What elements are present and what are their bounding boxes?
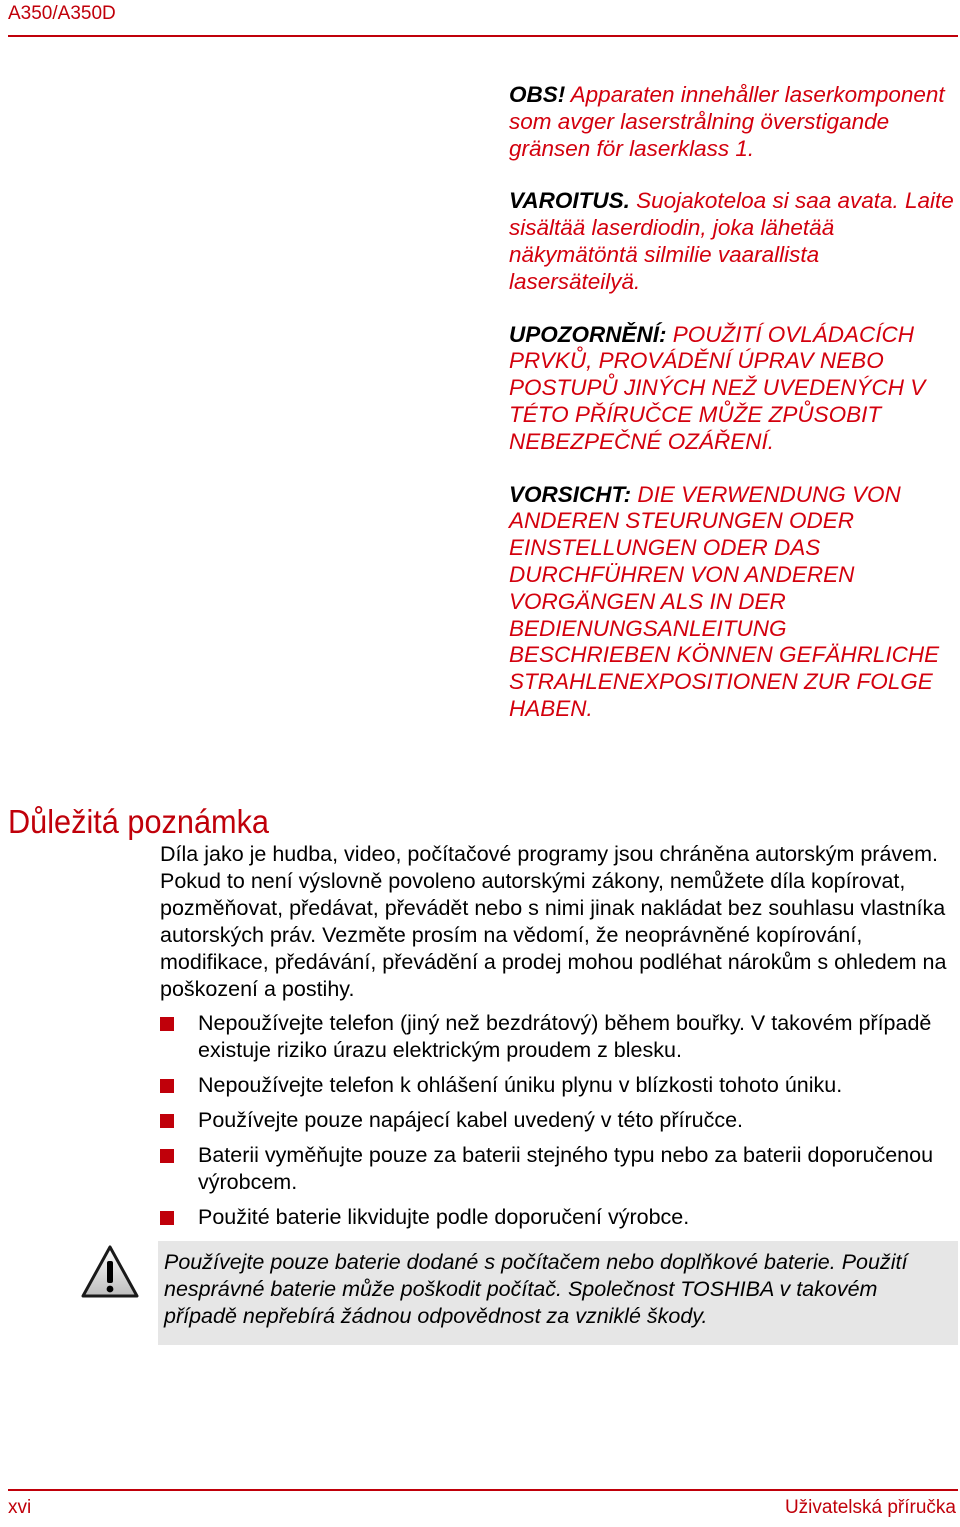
list-item: [160, 1072, 955, 1099]
list-item-text: Použité baterie likvidujte podle doporučení výrobce.: [198, 1205, 690, 1229]
copyright-paragraph: Díla jako je hudba, video, počítačové programy jsou chráněna autorským právem. Pokud to není výslovně povoleno autorskými zákony, nemůžete díla kopírovat, pozměňovat, předávat, převádět nebo s nimi jinak nakládat bez souhlasu vlastníka autorských práv. Vezměte prosím na vědomí, že neoprávněné kopírování, modifikace, předávání, převádění a prodej mohou podléhat nárokům s ohledem na poškození a postihy.: [160, 842, 947, 1001]
laser-note-german: [509, 482, 954, 723]
manual-title: Uživatelská příručka: [784, 1497, 956, 1518]
safety-bullet-list: [160, 1010, 955, 1239]
note-text: Apparaten innehåller laserkomponent som avger laserstrålning överstigande gränsen för laserklass 1.: [509, 82, 945, 161]
laser-note-czech: [509, 322, 954, 456]
note-label: OBS!: [509, 82, 566, 107]
list-item: [160, 1142, 955, 1196]
header-divider: [8, 35, 958, 37]
note-label: UPOZORNĚNÍ:: [509, 321, 667, 347]
bullet-square-icon: [160, 1149, 174, 1163]
list-item: [160, 1204, 955, 1231]
bullet-square-icon: [160, 1211, 174, 1225]
caution-text: Používejte pouze baterie dodané s počítačem nebo doplňkové baterie. Použití nesprávné baterie může poškodit počítač. Společnost TOSHIBA v takovém případě nepřebírá žádnou odpovědnost za vzniklé škody.: [164, 1250, 908, 1328]
note-label: VORSICHT:: [509, 481, 632, 507]
bullet-square-icon: [160, 1079, 174, 1093]
laser-warning-notes: [509, 82, 954, 749]
laser-note-swedish: [509, 82, 954, 162]
list-item-text: Nepoužívejte telefon (jiný než bezdrátový) během bouřky. V takovém případě existuje riziko úrazu elektrickým proudem z blesku.: [198, 1011, 932, 1062]
footer-divider: [8, 1489, 958, 1491]
warning-triangle-icon: [80, 1244, 140, 1300]
bullet-square-icon: [160, 1017, 174, 1031]
bullet-square-icon: [160, 1114, 174, 1128]
list-item-text: Baterii vyměňujte pouze za baterii stejného typu nebo za baterii doporučenou výrobcem.: [198, 1143, 934, 1194]
note-text: DIE VERWENDUNG VON ANDEREN STEURUNGEN ODER EINSTELLUNGEN ODER DAS DURCHFÜHREN VON ANDEREN VORGÄNGEN ALS IN DER BEDIENUNGSANLEITUNG BESCHRIEBEN KÖNNEN GEFÄHRLICHE STRAHLENEXPOSITIONEN ZUR FOLGE HABEN.: [509, 481, 940, 721]
list-item: [160, 1010, 955, 1064]
page-number: xvi: [8, 1497, 32, 1518]
list-item-text: Používejte pouze napájecí kabel uvedený v této příručce.: [198, 1108, 744, 1132]
list-item: [160, 1107, 955, 1134]
note-text: Suojakoteloa si saa avata. Laite sisältää laserdiodin, joka lähetää näkymätöntä silmilie vaarallista lasersäteilyä.: [509, 188, 954, 294]
header-title: A350/A350D: [8, 3, 116, 24]
section-heading: Důležitá poznámka: [8, 803, 270, 841]
list-item-text: Nepoužívejte telefon k ohlášení úniku plynu v blízkosti tohoto úniku.: [198, 1073, 843, 1097]
laser-note-finnish: [509, 188, 954, 295]
note-label: VAROITUS.: [509, 188, 630, 214]
note-text: POUŽITÍ OVLÁDACÍCH PRVKŮ, PROVÁDĚNÍ ÚPRAV NEBO POSTUPŮ JINÝCH NEŽ UVEDENÝCH V TÉTO PŘÍRUČCE MŮŽE ZPŮSOBIT NEBEZPEČNÉ OZÁŘENÍ.: [509, 321, 926, 454]
